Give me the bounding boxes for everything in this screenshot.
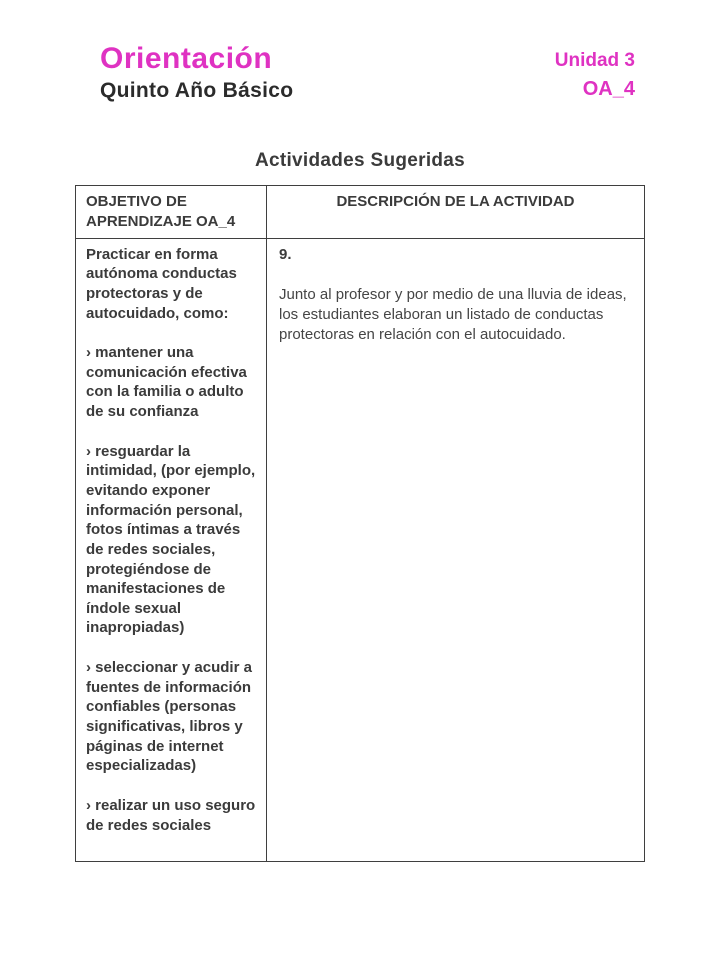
page-title: Actividades Sugeridas (254, 150, 466, 171)
objective-cell (76, 238, 267, 862)
activities-table (75, 185, 645, 862)
activity-cell (267, 238, 645, 862)
header-left (100, 42, 293, 103)
activity-description: Junto al profesor y por medio de una lluvia de ideas, los estudiantes elaboran un listado de conductas protectoras en relación con el autocuidado. (279, 286, 627, 343)
objective-bullet-4: › realizar un uso seguro de redes sociales (86, 796, 256, 834)
oa-label: OA_4 (582, 78, 635, 100)
column-header-description: DESCRIPCIÓN DE LA ACTIVIDAD (267, 186, 645, 239)
objective-bullet-3: › seleccionar y acudir a fuentes de información confiables (personas significativas, libros y páginas de internet especializadas) (86, 659, 252, 775)
table-header-row (76, 186, 645, 239)
activity-number: 9. (279, 245, 292, 263)
column-header-objective: OBJETIVO DE APRENDIZAJE OA_4 (76, 186, 267, 239)
objective-bullet-1: › mantener una comunicación efectiva con la familia o adulto de su confianza (86, 344, 247, 421)
unit-label: Unidad 3 (554, 50, 635, 71)
table-row (76, 238, 645, 862)
objective-intro: Practicar en forma autónoma conductas protectoras y de autocuidado, como: (86, 245, 237, 322)
header-right (555, 50, 635, 101)
subject-title: Orientación (100, 42, 273, 75)
objective-bullet-2: › resguardar la intimidad, (por ejemplo, evitando exponer información personal, fotos íntimas a través de redes sociales, protegiéndose de manifestaciones de índole sexual inapropiadas) (86, 442, 256, 637)
document-header (100, 42, 635, 103)
grade-title: Quinto Año Básico (100, 79, 294, 102)
